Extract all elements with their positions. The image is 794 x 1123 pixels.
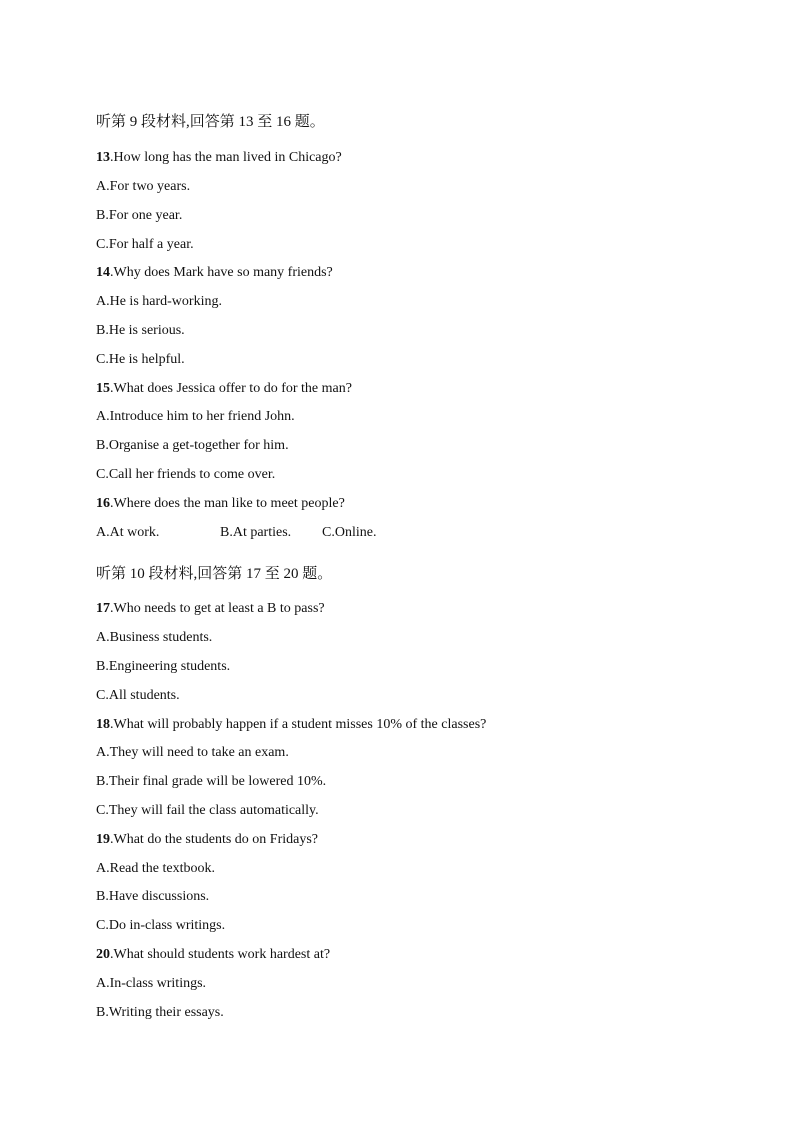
question-18-option-a: A.They will need to take an exam. [96,745,289,760]
question-15 [96,381,352,397]
question-16-options [96,525,376,541]
question-text: .Where does the man like to meet people? [110,496,345,511]
question-20-option-a: A.In-class writings. [96,976,207,991]
question-15-option-c: C.Call her friends to come over. [96,467,276,482]
question-number: 18 [96,717,110,732]
question-text: .Who needs to get at least a B to pass? [110,601,325,616]
question-text: .What does Jessica offer to do for the man? [110,381,352,396]
question-17-option-c: C.All students. [96,688,180,703]
question-14 [96,265,333,281]
question-text: .Why does Mark have so many friends? [110,265,333,280]
question-13-option-a: A.For two years. [96,179,191,194]
question-number: 17 [96,601,110,616]
question-number: 16 [96,496,110,511]
question-19-option-b: B.Have discussions. [96,889,210,904]
question-15-option-b: B.Organise a get-together for him. [96,438,289,453]
question-20-option-b: B.Writing their essays. [96,1005,224,1020]
question-18-option-c: C.They will fail the class automatically. [96,803,319,818]
question-number: 19 [96,832,110,847]
question-14-option-a: A.He is hard-working. [96,294,222,309]
question-13-option-c: C.For half a year. [96,237,194,252]
question-13-option-b: B.For one year. [96,208,183,223]
question-18-option-b: B.Their final grade will be lowered 10%. [96,774,327,789]
question-18 [96,717,486,733]
question-text: .How long has the man lived in Chicago? [110,150,342,165]
question-number: 14 [96,265,110,280]
question-number: 13 [96,150,110,165]
question-number: 15 [96,381,110,396]
question-15-option-a: A.Introduce him to her friend John. [96,409,295,424]
question-19-option-a: A.Read the textbook. [96,861,215,876]
question-14-option-b: B.He is serious. [96,323,185,338]
question-20 [96,947,330,963]
question-16-option-a: A.At work. [96,525,160,540]
question-17-option-a: A.Business students. [96,630,213,645]
question-16-option-c: C.Online. [322,525,377,540]
question-17-option-b: B.Engineering students. [96,659,231,674]
question-text: .What should students work hardest at? [110,947,331,962]
question-14-option-c: C.He is helpful. [96,352,185,367]
question-number: 20 [96,947,110,962]
question-19 [96,832,318,848]
question-text: .What will probably happen if a student misses 10% of the classes? [110,717,487,732]
question-17 [96,601,325,617]
question-19-option-c: C.Do in-class writings. [96,918,226,933]
question-16-option-b: B.At parties. [220,525,292,540]
question-text: .What do the students do on Fridays? [110,832,319,847]
section-heading-2: 听第 10 段材料,回答第 17 至 20 题。 [96,566,333,582]
section-heading-1: 听第 9 段材料,回答第 13 至 16 题。 [96,114,325,130]
question-13 [96,150,342,166]
question-16 [96,496,345,512]
